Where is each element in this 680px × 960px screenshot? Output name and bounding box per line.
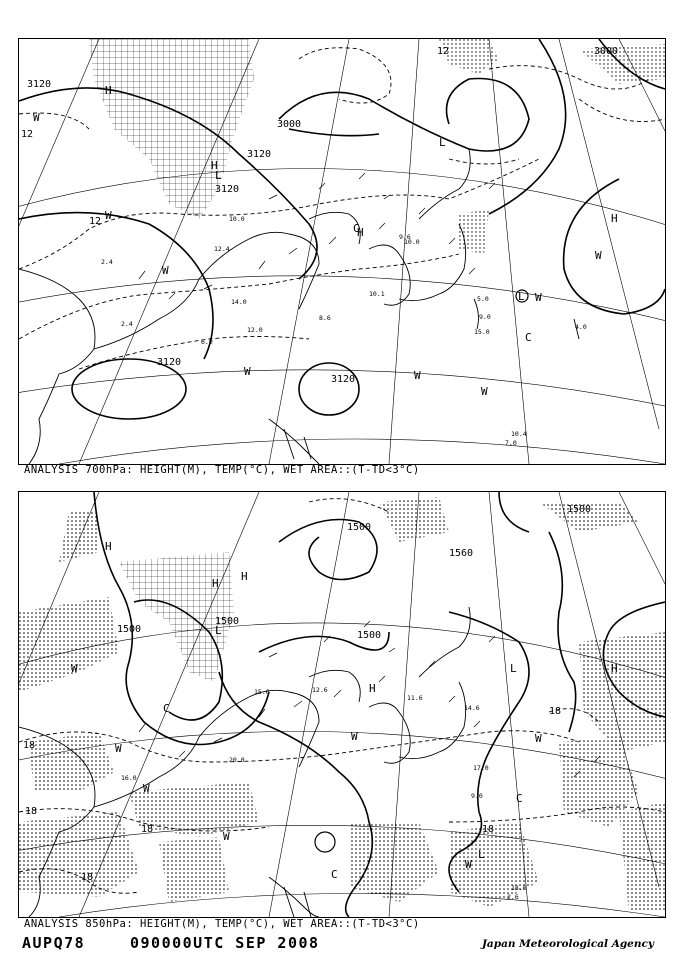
station-obs: 10.1: [369, 290, 385, 298]
warm-symbol: W: [71, 662, 78, 675]
station-obs: 2.4: [121, 320, 133, 328]
warm-symbol: W: [105, 209, 112, 222]
station-obs: 12.6: [312, 686, 328, 694]
warm-symbol: W: [223, 830, 230, 843]
height-label: 3120: [247, 149, 272, 160]
station-obs: 12.4: [214, 245, 230, 253]
station-obs: 8.6: [319, 314, 331, 322]
low-pressure-symbol: L: [439, 136, 446, 149]
panel-caption-850hpa: ANALYSIS 850hPa: HEIGHT(M), TEMP(°C), WET AREA::(T-TD<3°C): [24, 918, 420, 930]
panel-caption-700hpa: ANALYSIS 700hPa: HEIGHT(M), TEMP(°C), WET AREA::(T-TD<3°C): [24, 464, 420, 476]
height-label: 1500: [357, 630, 382, 641]
station-obs: 17.0: [473, 764, 489, 772]
cold-symbol: C: [353, 222, 360, 235]
high-pressure-symbol: H: [211, 159, 218, 172]
warm-symbol: W: [414, 369, 421, 382]
cold-symbol: C: [331, 868, 338, 881]
low-pressure-symbol: L: [478, 848, 485, 861]
warm-symbol: W: [481, 385, 488, 398]
station-obs: 9.0: [471, 792, 483, 800]
warm-symbol: W: [535, 291, 542, 304]
temp-label: 18: [81, 872, 94, 883]
station-obs: 14.0: [231, 298, 247, 306]
warm-symbol: W: [535, 732, 542, 745]
warm-symbol: W: [115, 742, 122, 755]
temp-label: 18: [482, 824, 495, 835]
high-pressure-symbol: H: [105, 84, 112, 97]
map-850hpa-svg: [19, 492, 665, 917]
height-label: 1500: [567, 504, 592, 515]
station-obs: 9.6: [399, 233, 411, 241]
station-obs: 18.0: [511, 884, 527, 892]
high-pressure-symbol: H: [369, 682, 376, 695]
map-panel-850hpa: [18, 491, 666, 918]
cold-symbol: C: [516, 792, 523, 805]
station-obs: 6.0: [201, 338, 213, 346]
station-obs: 10.0: [404, 238, 420, 246]
height-label: 1500: [347, 522, 372, 533]
low-pressure-symbol: L: [215, 624, 222, 637]
station-obs: 12.0: [247, 326, 263, 334]
temp-label: 18: [23, 740, 36, 751]
station-obs: 14.6: [464, 704, 480, 712]
station-obs: 20.0: [229, 756, 245, 764]
temp-label: 12: [437, 46, 450, 57]
height-label: 3120: [215, 184, 240, 195]
chart-id: AUPQ78: [22, 934, 86, 952]
temp-label: 12: [89, 216, 102, 227]
station-obs: 9.0: [479, 313, 491, 321]
high-pressure-symbol: H: [357, 226, 364, 239]
map-700hpa-svg: [19, 39, 665, 464]
low-pressure-symbol: L: [215, 169, 222, 182]
temp-label: 18: [141, 824, 154, 835]
height-label: 3120: [331, 374, 356, 385]
station-obs: 10.4: [511, 430, 527, 438]
station-obs: 4.0: [575, 323, 587, 331]
height-label: 3120: [27, 79, 52, 90]
temp-label: 18: [25, 806, 38, 817]
low-pressure-symbol: L: [510, 662, 517, 675]
station-obs: 7.0: [505, 439, 517, 447]
station-obs: 10.0: [229, 215, 245, 223]
high-pressure-symbol: H: [212, 577, 219, 590]
station-obs: 16.0: [121, 774, 137, 782]
station-obs: 11.6: [407, 694, 423, 702]
coastlines: [19, 149, 579, 464]
warm-symbol: W: [244, 365, 251, 378]
height-label: 1500: [215, 616, 240, 627]
station-obs: 15.0: [474, 328, 490, 336]
temp-label: 18: [549, 706, 562, 717]
height-label: 3000: [277, 119, 302, 130]
valid-time: 090000UTC SEP 2008: [130, 934, 320, 952]
temp-label: 12: [21, 129, 34, 140]
station-obs: 2.4: [101, 258, 113, 266]
map-panel-700hpa: [18, 38, 666, 465]
cold-symbol: C: [163, 702, 170, 715]
station-obs: 5.0: [477, 295, 489, 303]
height-label: 1500: [117, 624, 142, 635]
agency-name: Japan Meteorological Agency: [481, 938, 654, 950]
wet-areas: [19, 497, 665, 912]
height-label: 1560: [449, 548, 474, 559]
high-pressure-symbol: H: [611, 212, 618, 225]
height-label: 3120: [157, 357, 182, 368]
warm-symbol: W: [595, 249, 602, 262]
warm-symbol: W: [351, 730, 358, 743]
high-pressure-symbol: H: [611, 662, 618, 675]
high-pressure-symbol: H: [105, 540, 112, 553]
cold-symbol: C: [525, 331, 532, 344]
warm-symbol: W: [465, 858, 472, 871]
station-obs: 15.6: [254, 688, 270, 696]
low-pressure-symbol: L: [518, 290, 525, 303]
high-pressure-symbol: H: [241, 570, 248, 583]
warm-symbol: W: [143, 782, 150, 795]
height-label: 3000: [594, 46, 619, 57]
warm-symbol: W: [33, 111, 40, 124]
wet-areas: [89, 39, 665, 254]
warm-symbol: W: [162, 264, 169, 277]
station-obs: 2.6: [507, 893, 519, 901]
